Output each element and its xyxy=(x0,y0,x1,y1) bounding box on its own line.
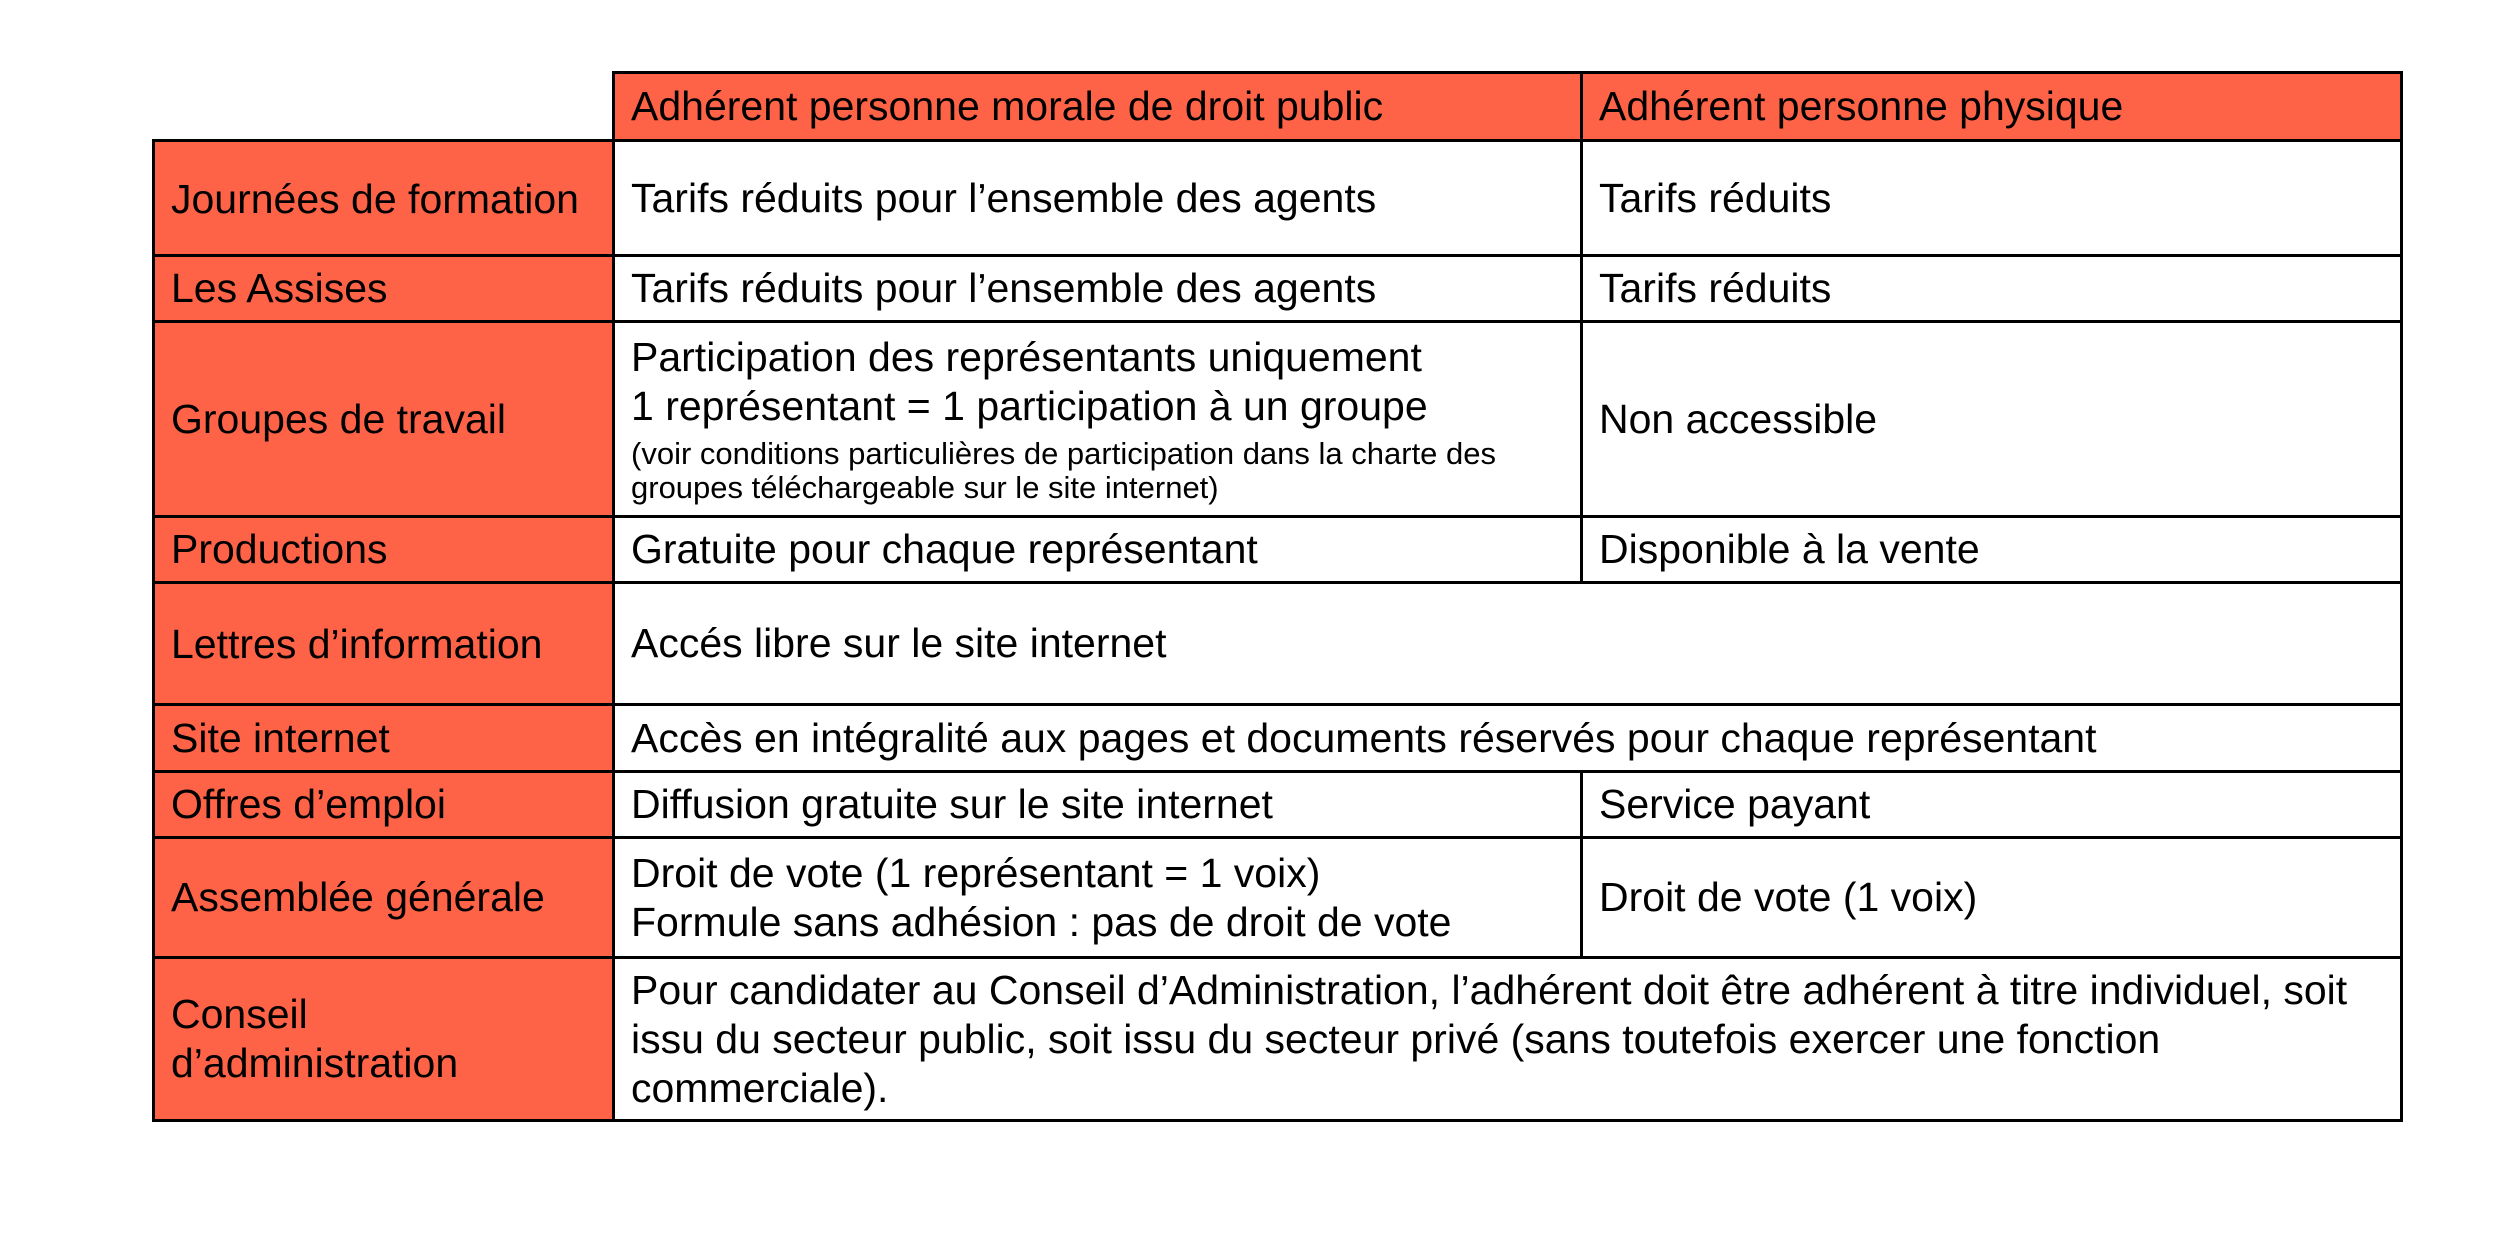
membership-benefits-table xyxy=(152,71,2403,1122)
header-individual: Adhérent personne physique xyxy=(1582,73,2402,141)
table-header-row xyxy=(154,73,2402,141)
row-label-conseil: Conseil d’administration xyxy=(154,958,614,1121)
row-label-productions: Productions xyxy=(154,517,614,583)
table-row xyxy=(154,958,2402,1121)
table-row xyxy=(154,322,2402,517)
row-label-groupes: Groupes de travail xyxy=(154,322,614,517)
table-row xyxy=(154,256,2402,322)
groupes-public-note: (voir conditions particulières de participation dans la charte des groupes téléchargeable sur le site internet) xyxy=(631,436,1497,505)
header-corner-empty xyxy=(154,73,614,141)
table-row xyxy=(154,772,2402,838)
cell-productions-physique: Disponible à la vente xyxy=(1582,517,2402,583)
cell-conseil-both: Pour candidater au Conseil d’Administration, l’adhérent doit être adhérent à titre individuel, soit issu du secteur public, soit issu du secteur privé (sans toutefois exercer une fonction commerciale). xyxy=(614,958,2402,1121)
row-label-journees: Journées de formation xyxy=(154,141,614,256)
cell-site-both: Accès en intégralité aux pages et documents réservés pour chaque représentant xyxy=(614,705,2402,772)
row-label-ag: Assemblée générale xyxy=(154,838,614,958)
row-label-site: Site internet xyxy=(154,705,614,772)
table-row xyxy=(154,705,2402,772)
table-row xyxy=(154,141,2402,256)
cell-groupes-public xyxy=(614,322,1582,517)
table-row xyxy=(154,583,2402,705)
cell-assises-physique: Tarifs réduits xyxy=(1582,256,2402,322)
groupes-public-line2: 1 représentant = 1 participation à un groupe xyxy=(631,383,1428,429)
ag-public-line1: Droit de vote (1 représentant = 1 voix) xyxy=(631,849,1321,896)
row-label-offres: Offres d’emploi xyxy=(154,772,614,838)
groupes-public-line1: Participation des représentants uniquement xyxy=(631,334,1422,380)
row-label-lettres: Lettres d’information xyxy=(154,583,614,705)
cell-productions-public: Gratuite pour chaque représentant xyxy=(614,517,1582,583)
cell-journees-physique: Tarifs réduits xyxy=(1582,141,2402,256)
cell-ag-physique: Droit de vote (1 voix) xyxy=(1582,838,2402,958)
cell-ag-public xyxy=(614,838,1582,958)
cell-offres-physique: Service payant xyxy=(1582,772,2402,838)
row-label-assises: Les Assises xyxy=(154,256,614,322)
cell-lettres-both: Accés libre sur le site internet xyxy=(614,583,2402,705)
ag-public-line2: Formule sans adhésion : pas de droit de vote xyxy=(631,898,1452,945)
header-public-entity: Adhérent personne morale de droit public xyxy=(614,73,1582,141)
cell-groupes-physique: Non accessible xyxy=(1582,322,2402,517)
table-row xyxy=(154,517,2402,583)
cell-assises-public: Tarifs réduits pour l’ensemble des agents xyxy=(614,256,1582,322)
cell-journees-public: Tarifs réduits pour l’ensemble des agents xyxy=(614,141,1582,256)
cell-offres-public: Diffusion gratuite sur le site internet xyxy=(614,772,1582,838)
table-row xyxy=(154,838,2402,958)
